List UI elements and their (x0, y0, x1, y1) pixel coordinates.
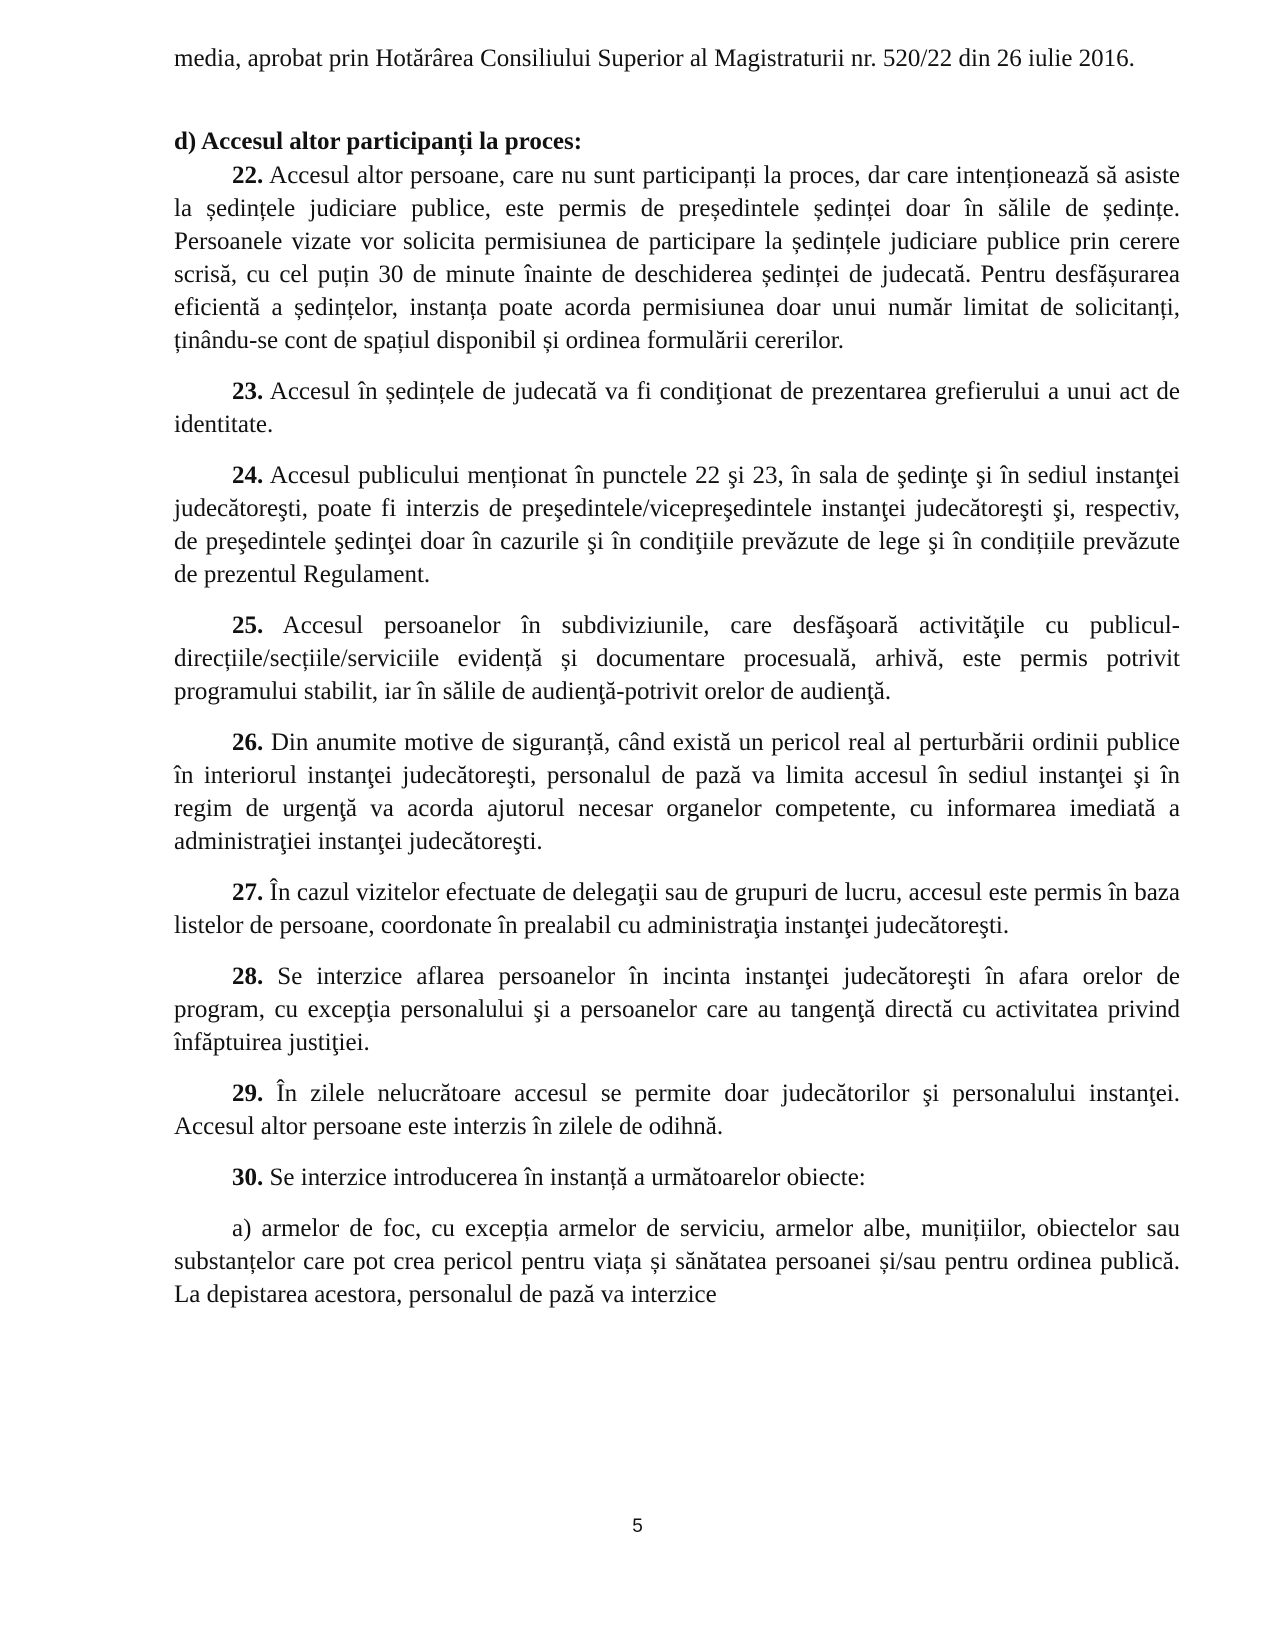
paragraph-25 (174, 609, 1180, 708)
list-item-a: a) armelor de foc, cu excepția armelor de serviciu, armelor albe, munițiilor, obiectelor sau substanțelor care pot crea pericol pentru viața și sănătatea persoanei și/sau pentru ordinea publică. La depistarea acestora, personalul de pază va interzice (174, 1215, 1180, 1308)
paragraph-number: 23. (232, 378, 264, 405)
paragraph-27 (174, 876, 1180, 942)
section-heading: d) Accesul altor participanți la proces: (174, 128, 583, 155)
paragraph-text: În zilele nelucrătoare accesul se permite doar judecătorilor şi personalului instanţei. Accesul altor persoane este interzis în zilele de odihnă. (174, 1080, 1180, 1140)
paragraph-number: 28. (232, 963, 264, 990)
paragraph-text: Se interzice aflarea persoanelor în incinta instanţei judecătoreşti în afara orelor de program, cu excepţia personalului şi a persoanelor care au tangenţă directă cu activitatea privind înfăptuirea justiţiei. (174, 963, 1180, 1056)
paragraph-number: 29. (232, 1080, 264, 1107)
paragraph-text: Accesul persoanelor în subdiviziunile, care desfăşoară activităţile cu publicul-direcțiile/secțiile/serviciile evidență și documentare procesuală, arhivă, este permis potrivit programului stabilit, iar în sălile de audienţă-potrivit orelor de audienţă. (174, 612, 1180, 705)
paragraph-text: Se interzice introducerea în instanță a următoarelor obiecte: (263, 1164, 866, 1191)
paragraph-text: În cazul vizitelor efectuate de delegaţii sau de grupuri de lucru, accesul este permis în baza listelor de persoane, coordonate în prealabil cu administraţia instanţei judecătoreşti. (174, 879, 1180, 939)
paragraph-28 (174, 960, 1180, 1059)
paragraph-26 (174, 726, 1180, 858)
intro-text: media, aprobat prin Hotărârea Consiliului Superior al Magistraturii nr. 520/22 din 26 iulie 2016. (174, 45, 1135, 72)
paragraph-number: 30. (232, 1164, 264, 1191)
paragraph-23 (174, 375, 1180, 441)
paragraph-number: 22. (232, 162, 264, 189)
paragraph-22 (174, 159, 1180, 357)
paragraph-30 (174, 1161, 1180, 1194)
paragraph-text: Accesul altor persoane, care nu sunt participanți la proces, dar care intenționează să asiste la ședințele judiciare publice, este permis de președintele ședinței doar în sălile de ședințe. Persoanele vizate vor solicita permisiunea de participare la ședințele judiciare publice prin cerere scrisă, cu cel puțin 30 de minute înainte de deschiderea ședinței de judecată. Pentru desfășurarea eficientă a ședințelor, instanța poate acorda permisiunea doar unui număr limitat de solicitanți, ținându-se cont de spațiul disponibil și ordinea formulării cererilor. (174, 162, 1180, 354)
paragraph-number: 25. (232, 612, 264, 639)
paragraph-29 (174, 1077, 1180, 1143)
paragraph-text: Din anumite motive de siguranță, când există un pericol real al perturbării ordinii publice în interiorul instanţei judecătoreşti, personalul de pază va limita accesul în sediul instanţei şi în regim de urgenţă va acorda ajutorul necesar organelor competente, cu informarea imediată a administraţiei instanţei judecătoreşti. (174, 729, 1180, 855)
paragraph-24 (174, 459, 1180, 591)
page-number: 5 (632, 1516, 643, 1537)
paragraph-number: 27. (232, 879, 264, 906)
document-page (174, 42, 1180, 1311)
paragraph-text: Accesul publicului menționat în punctele 22 şi 23, în sala de şedinţe şi în sediul instanţei judecătoreşti, poate fi interzis de preşedintele/vicepreşedintele instanţei judecătoreşti şi, respectiv, de preşedintele şedinţei doar în cazurile şi în condiţiile prevăzute de lege şi în condițiile prevăzute de prezentul Regulament. (174, 462, 1180, 588)
paragraph-number: 26. (232, 729, 264, 756)
paragraph-number: 24. (232, 462, 264, 489)
paragraph-text: Accesul în ședințele de judecată va fi condiţionat de prezentarea grefierului a unui act de identitate. (174, 378, 1180, 438)
